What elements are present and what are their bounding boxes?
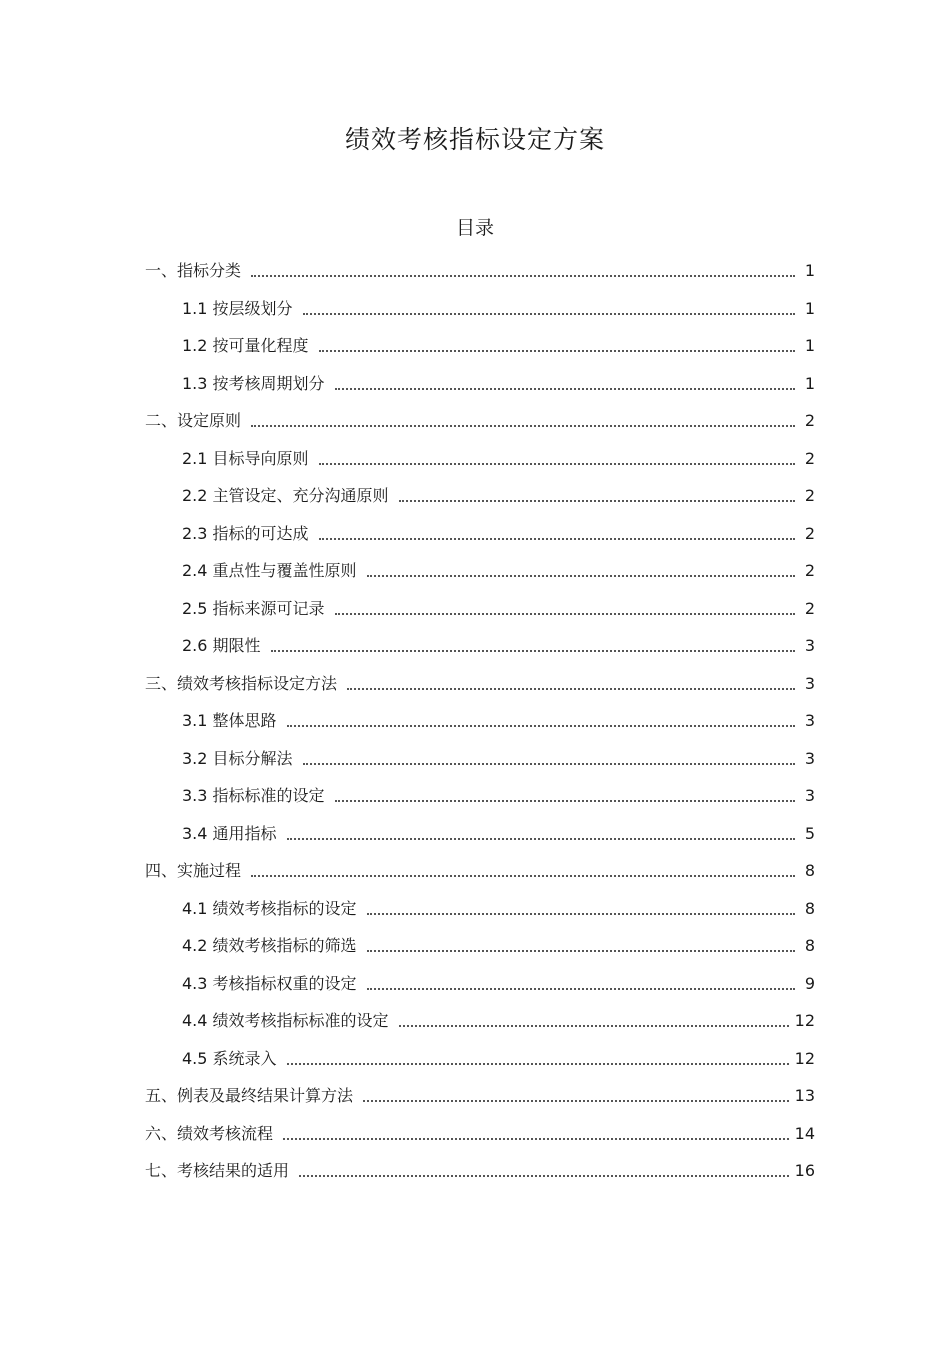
toc-entry[interactable] bbox=[182, 369, 815, 395]
toc-entry-page-number: 3 bbox=[804, 711, 815, 730]
toc-entry-label: 2.4 重点性与覆盖性原则 bbox=[182, 561, 357, 580]
document-title: 绩效考核指标设定方案 bbox=[344, 125, 605, 154]
toc-entry-page-number: 3 bbox=[804, 748, 815, 768]
toc-entry[interactable] bbox=[182, 294, 815, 320]
toc-entry-label: 3.2 目标分解法 bbox=[182, 748, 293, 768]
toc-entry[interactable] bbox=[182, 481, 815, 507]
toc-dot-leader bbox=[335, 613, 795, 615]
toc-entry-label: 1.1 按层级划分 bbox=[182, 298, 293, 318]
toc-entry-label: 4.4 绩效考核指标标准的设定 bbox=[182, 1011, 389, 1030]
toc-dot-leader bbox=[287, 838, 795, 840]
toc-dot-leader bbox=[399, 1025, 789, 1027]
toc-dot-leader bbox=[367, 913, 795, 915]
toc-entry[interactable] bbox=[182, 331, 815, 357]
toc-dot-leader bbox=[319, 463, 795, 465]
toc-entry-page-number: 14 bbox=[794, 1123, 815, 1143]
toc-dot-leader bbox=[251, 875, 795, 877]
toc-dot-leader bbox=[367, 575, 795, 577]
toc-entry-label: 4.2 绩效考核指标的筛选 bbox=[182, 936, 357, 955]
toc-entry[interactable] bbox=[182, 781, 815, 807]
toc-entry-label: 四、实施过程 bbox=[145, 861, 242, 880]
toc-entry[interactable] bbox=[145, 1119, 815, 1145]
toc-dot-leader bbox=[367, 988, 795, 990]
toc-entry-page-number: 8 bbox=[804, 898, 815, 918]
toc-dot-leader bbox=[283, 1138, 789, 1140]
toc-entry-page-number: 2 bbox=[804, 561, 815, 580]
toc-entry-page-number: 5 bbox=[804, 823, 815, 843]
toc-entry[interactable] bbox=[182, 444, 815, 470]
toc-entry-page-number: 12 bbox=[794, 1048, 815, 1068]
toc-entry[interactable] bbox=[145, 406, 815, 432]
toc-entry-page-number: 16 bbox=[794, 1161, 815, 1180]
toc-entry-page-number: 8 bbox=[804, 936, 815, 955]
toc-entry[interactable] bbox=[145, 1156, 815, 1182]
toc-dot-leader bbox=[367, 950, 795, 952]
toc-entry-label: 1.3 按考核周期划分 bbox=[182, 373, 325, 393]
toc-entry-page-number: 3 bbox=[804, 636, 815, 655]
toc-entry-page-number: 9 bbox=[804, 973, 815, 993]
toc-entry-label: 2.6 期限性 bbox=[182, 636, 261, 655]
toc-entry-page-number: 3 bbox=[804, 673, 815, 693]
toc-entry-label: 七、考核结果的适用 bbox=[145, 1161, 290, 1180]
toc-dot-leader bbox=[347, 688, 795, 690]
toc-entry-page-number: 2 bbox=[804, 411, 815, 430]
toc-dot-leader bbox=[399, 500, 795, 502]
toc-entry-page-number: 2 bbox=[804, 448, 815, 468]
toc-entry-label: 4.3 考核指标权重的设定 bbox=[182, 973, 357, 993]
toc-dot-leader bbox=[299, 1175, 789, 1177]
toc-entry-label: 五、例表及最终结果计算方法 bbox=[145, 1086, 354, 1105]
toc-entry[interactable] bbox=[145, 856, 815, 882]
toc-entry[interactable] bbox=[182, 706, 815, 732]
toc-entry[interactable] bbox=[182, 931, 815, 957]
toc-entry[interactable] bbox=[182, 556, 815, 582]
toc-dot-leader bbox=[363, 1100, 789, 1102]
toc-entry-page-number: 1 bbox=[804, 261, 815, 280]
toc-entry-label: 3.4 通用指标 bbox=[182, 823, 277, 843]
toc-entry-page-number: 2 bbox=[804, 523, 815, 543]
toc-entry-page-number: 1 bbox=[804, 298, 815, 318]
toc-entry-label: 2.3 指标的可达成 bbox=[182, 523, 309, 543]
toc-entry-label: 三、绩效考核指标设定方法 bbox=[145, 673, 338, 693]
toc-entry-page-number: 2 bbox=[804, 486, 815, 505]
toc-dot-leader bbox=[287, 725, 795, 727]
toc-dot-leader bbox=[319, 538, 795, 540]
toc-entry[interactable] bbox=[182, 819, 815, 845]
toc-dot-leader bbox=[335, 388, 795, 390]
toc-dot-leader bbox=[271, 650, 795, 652]
toc-entry-page-number: 1 bbox=[804, 373, 815, 393]
toc-entry[interactable] bbox=[182, 1044, 815, 1070]
toc-entry-label: 3.1 整体思路 bbox=[182, 711, 277, 730]
toc-entry-label: 六、绩效考核流程 bbox=[145, 1123, 274, 1143]
toc-heading: 目录 bbox=[455, 217, 494, 239]
toc-entry[interactable] bbox=[182, 744, 815, 770]
toc-dot-leader bbox=[287, 1063, 789, 1065]
toc-dot-leader bbox=[251, 425, 795, 427]
toc-entry-label: 4.1 绩效考核指标的设定 bbox=[182, 898, 357, 918]
toc-entry-label: 4.5 系统录入 bbox=[182, 1048, 277, 1068]
toc-entry[interactable] bbox=[182, 894, 815, 920]
toc-entry-label: 3.3 指标标准的设定 bbox=[182, 786, 325, 805]
toc-dot-leader bbox=[335, 800, 795, 802]
toc-entry[interactable] bbox=[182, 594, 815, 620]
toc-entry-page-number: 12 bbox=[794, 1011, 815, 1030]
toc-entry-label: 一、指标分类 bbox=[145, 261, 242, 280]
toc-entry[interactable] bbox=[182, 519, 815, 545]
toc-entry[interactable] bbox=[145, 256, 815, 282]
toc-entry-label: 2.2 主管设定、充分沟通原则 bbox=[182, 486, 389, 505]
toc-dot-leader bbox=[251, 275, 795, 277]
toc-entry-page-number: 2 bbox=[804, 598, 815, 618]
toc-entry-label: 1.2 按可量化程度 bbox=[182, 336, 309, 355]
toc-entry[interactable] bbox=[145, 669, 815, 695]
toc-entry-label: 二、设定原则 bbox=[145, 411, 242, 430]
toc-entry[interactable] bbox=[145, 1081, 815, 1107]
toc-entry-page-number: 13 bbox=[794, 1086, 815, 1105]
toc-entry-label: 2.1 目标导向原则 bbox=[182, 448, 309, 468]
toc-entry-page-number: 3 bbox=[804, 786, 815, 805]
toc-dot-leader bbox=[319, 350, 795, 352]
toc-entry[interactable] bbox=[182, 631, 815, 657]
toc-dot-leader bbox=[303, 313, 795, 315]
toc-entry-page-number: 8 bbox=[804, 861, 815, 880]
toc-dot-leader bbox=[303, 763, 795, 765]
toc-entry-label: 2.5 指标来源可记录 bbox=[182, 598, 325, 618]
toc-entry[interactable] bbox=[182, 969, 815, 995]
toc-entry[interactable] bbox=[182, 1006, 815, 1032]
toc-entry-page-number: 1 bbox=[804, 336, 815, 355]
